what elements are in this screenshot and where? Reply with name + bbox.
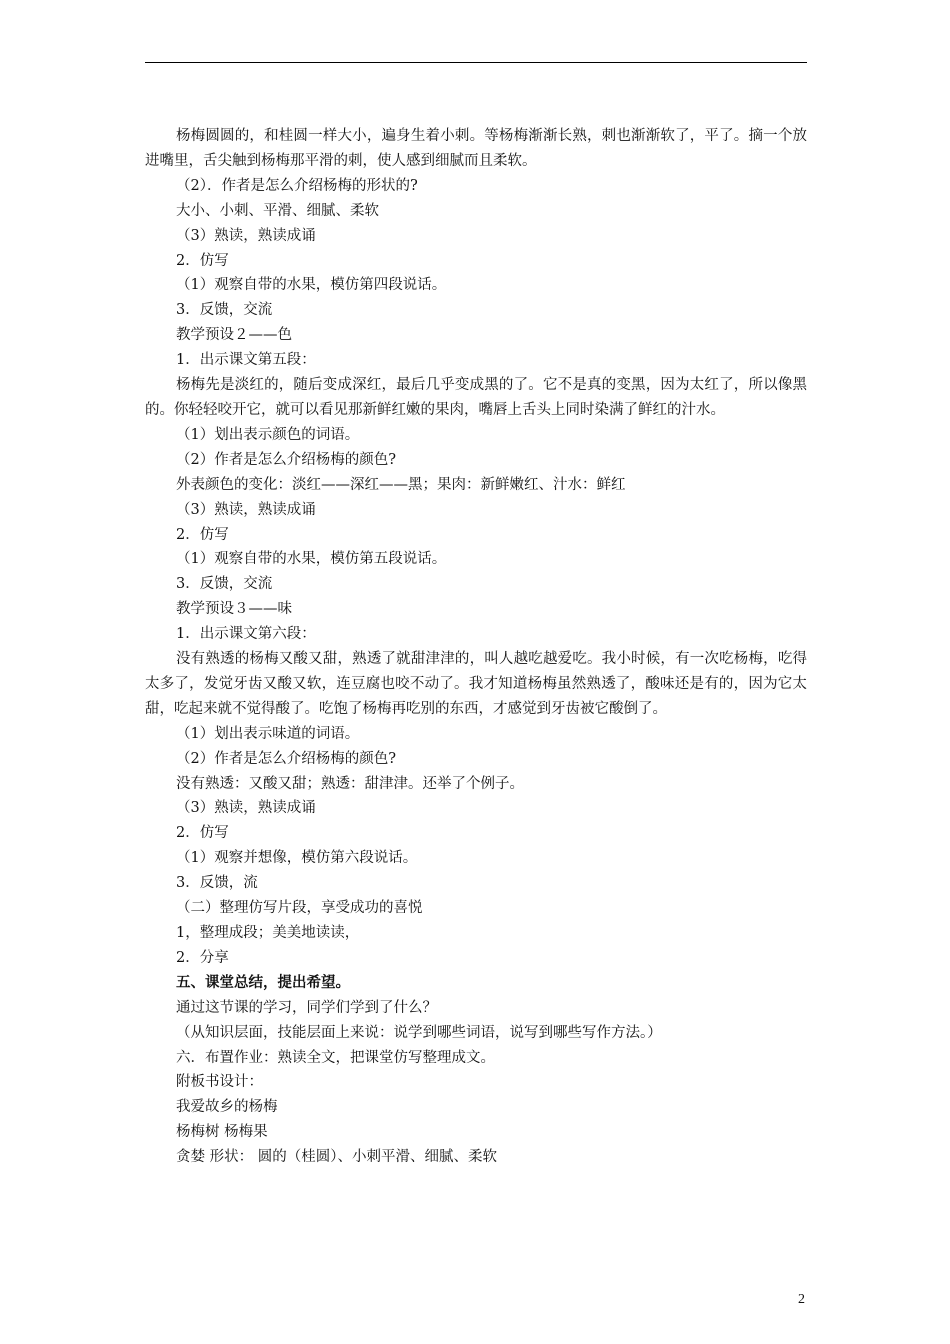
text-line: 1．出示课文第六段：: [176, 626, 316, 643]
text-line: （二）整理仿写片段，享受成功的喜悦: [176, 900, 423, 917]
text-line: （3）熟读，熟读成诵: [176, 501, 316, 518]
text-line: （从知识层面，技能层面上来说：说学到哪些词语，说写到哪些写作方法。）: [176, 1024, 662, 1041]
paragraph: 没有熟透的杨梅又酸又甜，熟透了就甜津津的，叫人越吃越爱吃。我小时候，有一次吃杨梅，吃得太多了，发觉牙齿又酸又软，连豆腐也咬不动了。我才知道杨梅虽然熟透了，酸味还是有的，因为它太甜，吃起来就不觉得酸了。吃饱了杨梅再吃别的东西，才感觉到牙齿被它酸倒了。: [145, 651, 807, 717]
text-line: （2）作者是怎么介绍杨梅的颜色?: [176, 451, 396, 468]
text-line: （2）．作者是怎么介绍杨梅的形状的?: [176, 177, 418, 194]
text-line: 外表颜色的变化：淡红——深红——黑；果肉：新鲜嫩红、汁水：鲜红: [176, 476, 626, 493]
section-heading: 五、课堂总结，提出希望。: [176, 973, 350, 991]
text-line: （3）熟读，熟读成诵: [176, 227, 316, 244]
paragraph: 杨梅圆圆的，和桂圆一样大小，遍身生着小刺。等杨梅渐渐长熟，刺也渐渐软了，平了。摘一个放进嘴里，舌尖触到杨梅那平滑的刺，使人感到细腻而且柔软。: [145, 128, 807, 169]
text-line: 通过这节课的学习，同学们学到了什么？: [176, 999, 437, 1016]
text-line: （1）观察自带的水果，模仿第五段说话。: [176, 551, 447, 568]
text-line: 2．仿写: [176, 252, 229, 269]
text-line: （2）作者是怎么介绍杨梅的颜色?: [176, 750, 396, 767]
text-line: 我爱故乡的杨梅: [176, 1099, 278, 1116]
text-line: 附板书设计：: [176, 1074, 263, 1091]
text-line: 杨梅树 杨梅果: [176, 1124, 268, 1141]
document-body: [145, 124, 807, 1170]
text-line: 2．分享: [176, 949, 229, 966]
text-line: 没有熟透：又酸又甜；熟透：甜津津。还举了个例子。: [176, 775, 524, 792]
text-line: （1）观察并想像，模仿第六段说话。: [176, 850, 418, 867]
text-line: 1．出示课文第五段：: [176, 352, 316, 369]
page-number: 2: [798, 1292, 805, 1307]
paragraph: 杨梅先是淡红的，随后变成深红，最后几乎变成黑的了。它不是真的变黑，因为太红了，所以像黑的。你轻轻咬开它，就可以看见那新鲜红嫩的果肉，嘴唇上舌头上同时染满了鲜红的汁水。: [145, 377, 807, 418]
text-line: （1）划出表示味道的词语。: [176, 725, 360, 742]
text-line: 贪婪 形状： 圆的（桂圆）、小刺平滑、细腻、柔软: [176, 1149, 497, 1166]
text-line: 3．反馈，交流: [176, 302, 273, 319]
text-line: 2．仿写: [176, 526, 229, 543]
text-line: 教学预设２——色: [176, 327, 292, 344]
text-line: 大小、小刺、平滑、细腻、柔软: [176, 202, 379, 219]
text-line: 2．仿写: [176, 825, 229, 842]
header-rule: [145, 62, 807, 63]
text-line: 1，整理成段；美美地读读，: [176, 925, 360, 941]
text-line: 3．反馈，流: [176, 875, 258, 892]
text-line: （1）划出表示颜色的词语。: [176, 426, 360, 443]
text-line: 教学预设３——味: [176, 601, 292, 618]
text-line: （1）观察自带的水果，模仿第四段说话。: [176, 277, 447, 294]
text-line: 六．布置作业：熟读全文，把课堂仿写整理成文。: [176, 1049, 495, 1066]
text-line: 3．反馈，交流: [176, 576, 273, 593]
text-line: （3）熟读，熟读成诵: [176, 800, 316, 817]
